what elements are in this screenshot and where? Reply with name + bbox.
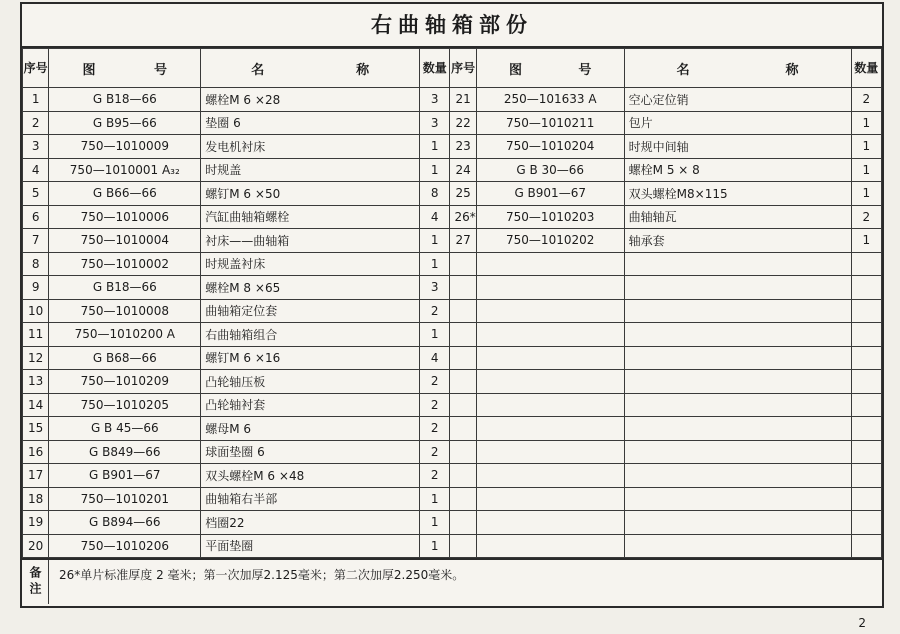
qty-cell: 8: [420, 182, 450, 206]
seq-cell: 7: [23, 229, 49, 253]
drawing-no-cell: 750—1010205: [49, 393, 201, 417]
table-row: [23, 229, 882, 253]
qty-cell: [851, 299, 881, 323]
drawing-no-cell: [476, 393, 624, 417]
qty-cell: 1: [420, 487, 450, 511]
name-cell: 时规盖: [201, 158, 420, 182]
seq-cell: [450, 464, 476, 488]
seq-cell: 24: [450, 158, 476, 182]
drawing-no-cell: G B68—66: [49, 346, 201, 370]
name-cell: [624, 534, 851, 558]
drawing-no-cell: [476, 487, 624, 511]
qty-cell: [851, 370, 881, 394]
drawing-no-cell: 750—1010008: [49, 299, 201, 323]
name-cell: 右曲轴箱组合: [201, 323, 420, 347]
qty-cell: 2: [420, 417, 450, 441]
drawing-no-cell: 750—1010004: [49, 229, 201, 253]
seq-cell: 19: [23, 511, 49, 535]
name-cell: 螺栓M 8 ×65: [201, 276, 420, 300]
drawing-no-cell: G B95—66: [49, 111, 201, 135]
drawing-no-cell: G B 45—66: [49, 417, 201, 441]
name-cell: 发电机衬床: [201, 135, 420, 159]
drawing-no-cell: 750—1010202: [476, 229, 624, 253]
qty-cell: [851, 393, 881, 417]
qty-cell: 1: [420, 229, 450, 253]
drawing-no-cell: 750—1010200 A: [49, 323, 201, 347]
parts-table: [22, 48, 882, 558]
remark-label: 备注: [22, 560, 49, 604]
name-cell: 时规中间轴: [624, 135, 851, 159]
seq-cell: 16: [23, 440, 49, 464]
table-row: [23, 417, 882, 441]
drawing-no-cell: 750—1010206: [49, 534, 201, 558]
seq-cell: 12: [23, 346, 49, 370]
name-cell: 轴承套: [624, 229, 851, 253]
table-row: [23, 323, 882, 347]
qty-cell: [851, 534, 881, 558]
header-seq: 序号: [450, 49, 476, 88]
seq-cell: 20: [23, 534, 49, 558]
table-row: [23, 182, 882, 206]
seq-cell: 5: [23, 182, 49, 206]
seq-cell: 8: [23, 252, 49, 276]
drawing-no-cell: 750—1010203: [476, 205, 624, 229]
remark-text: 26*单片标准厚度 2 毫米；第一次加厚2.125毫米；第二次加厚2.250毫米。: [59, 568, 465, 582]
qty-cell: [851, 464, 881, 488]
name-cell: 凸轮轴衬套: [201, 393, 420, 417]
qty-cell: 1: [420, 158, 450, 182]
drawing-no-cell: [476, 323, 624, 347]
seq-cell: [450, 511, 476, 535]
qty-cell: 4: [420, 205, 450, 229]
table-row: [23, 511, 882, 535]
name-cell: 汽缸曲轴箱螺栓: [201, 205, 420, 229]
qty-cell: 1: [851, 158, 881, 182]
qty-cell: 2: [420, 370, 450, 394]
qty-cell: 1: [420, 323, 450, 347]
seq-cell: 1: [23, 88, 49, 112]
qty-cell: [851, 323, 881, 347]
seq-cell: 13: [23, 370, 49, 394]
header-qty: 数量: [851, 49, 881, 88]
drawing-no-cell: 250—101633 A: [476, 88, 624, 112]
name-cell: 双头螺栓M 6 ×48: [201, 464, 420, 488]
seq-cell: [450, 276, 476, 300]
drawing-no-cell: [476, 370, 624, 394]
table-row: [23, 299, 882, 323]
table-row: [23, 276, 882, 300]
qty-cell: 1: [851, 182, 881, 206]
drawing-no-cell: G B894—66: [49, 511, 201, 535]
qty-cell: 1: [420, 511, 450, 535]
seq-cell: 14: [23, 393, 49, 417]
qty-cell: 3: [420, 88, 450, 112]
name-cell: 球面垫圈 6: [201, 440, 420, 464]
table-row: [23, 487, 882, 511]
header-seq: 序号: [23, 49, 49, 88]
seq-cell: 15: [23, 417, 49, 441]
qty-cell: 1: [851, 135, 881, 159]
qty-cell: 2: [420, 440, 450, 464]
drawing-no-cell: [476, 417, 624, 441]
seq-cell: 25: [450, 182, 476, 206]
seq-cell: 10: [23, 299, 49, 323]
seq-cell: [450, 252, 476, 276]
qty-cell: 1: [420, 135, 450, 159]
name-cell: [624, 346, 851, 370]
seq-cell: 23: [450, 135, 476, 159]
qty-cell: 1: [851, 111, 881, 135]
qty-cell: [851, 252, 881, 276]
table-row: [23, 464, 882, 488]
seq-cell: [450, 346, 476, 370]
name-cell: 螺栓M 6 ×28: [201, 88, 420, 112]
drawing-no-cell: 750—1010009: [49, 135, 201, 159]
drawing-no-cell: 750—1010204: [476, 135, 624, 159]
parts-list-sheet: [20, 2, 884, 608]
qty-cell: 1: [851, 229, 881, 253]
name-cell: 时规盖衬床: [201, 252, 420, 276]
qty-cell: 1: [420, 534, 450, 558]
qty-cell: [851, 346, 881, 370]
drawing-no-cell: [476, 534, 624, 558]
drawing-no-cell: G B18—66: [49, 88, 201, 112]
seq-cell: [450, 393, 476, 417]
name-cell: 螺母M 6: [201, 417, 420, 441]
seq-cell: 17: [23, 464, 49, 488]
qty-cell: 2: [420, 393, 450, 417]
drawing-no-cell: [476, 346, 624, 370]
qty-cell: 3: [420, 276, 450, 300]
name-cell: [624, 252, 851, 276]
seq-cell: [450, 440, 476, 464]
seq-cell: 2: [23, 111, 49, 135]
seq-cell: 3: [23, 135, 49, 159]
seq-cell: [450, 417, 476, 441]
drawing-no-cell: 750—1010201: [49, 487, 201, 511]
drawing-no-cell: 750—1010209: [49, 370, 201, 394]
name-cell: [624, 370, 851, 394]
seq-cell: 22: [450, 111, 476, 135]
drawing-no-cell: 750—1010002: [49, 252, 201, 276]
drawing-no-cell: G B66—66: [49, 182, 201, 206]
name-cell: [624, 299, 851, 323]
table-row: [23, 135, 882, 159]
seq-cell: [450, 534, 476, 558]
seq-cell: 4: [23, 158, 49, 182]
drawing-no-cell: G B849—66: [49, 440, 201, 464]
seq-cell: [450, 487, 476, 511]
qty-cell: 1: [420, 252, 450, 276]
table-row: [23, 393, 882, 417]
header-row: [23, 49, 882, 88]
drawing-no-cell: 750—1010006: [49, 205, 201, 229]
drawing-no-cell: G B 30—66: [476, 158, 624, 182]
drawing-no-cell: [476, 464, 624, 488]
name-cell: 空心定位销: [624, 88, 851, 112]
drawing-no-cell: [476, 252, 624, 276]
qty-cell: [851, 417, 881, 441]
name-cell: [624, 393, 851, 417]
seq-cell: 26*: [450, 205, 476, 229]
name-cell: [624, 417, 851, 441]
table-row: [23, 111, 882, 135]
qty-cell: 2: [420, 299, 450, 323]
qty-cell: [851, 487, 881, 511]
name-cell: [624, 276, 851, 300]
drawing-no-cell: [476, 299, 624, 323]
name-cell: 双头螺栓M8×115: [624, 182, 851, 206]
seq-cell: 21: [450, 88, 476, 112]
header-name: 名 称: [201, 49, 420, 88]
drawing-no-cell: G B18—66: [49, 276, 201, 300]
table-row: [23, 534, 882, 558]
drawing-no-cell: [476, 511, 624, 535]
seq-cell: [450, 370, 476, 394]
drawing-no-cell: 750—1010211: [476, 111, 624, 135]
remark-section: [22, 558, 882, 604]
table-row: [23, 252, 882, 276]
header-drawing-no: 图 号: [49, 49, 201, 88]
seq-cell: [450, 323, 476, 347]
qty-cell: [851, 440, 881, 464]
name-cell: [624, 487, 851, 511]
seq-cell: 18: [23, 487, 49, 511]
name-cell: [624, 464, 851, 488]
table-row: [23, 346, 882, 370]
table-row: [23, 440, 882, 464]
qty-cell: 2: [420, 464, 450, 488]
name-cell: 平面垫圈: [201, 534, 420, 558]
name-cell: [624, 323, 851, 347]
drawing-no-cell: 750—1010001 A₃₂: [49, 158, 201, 182]
name-cell: 包片: [624, 111, 851, 135]
seq-cell: 9: [23, 276, 49, 300]
name-cell: 曲轴箱定位套: [201, 299, 420, 323]
name-cell: 螺栓M 5 × 8: [624, 158, 851, 182]
seq-cell: 11: [23, 323, 49, 347]
name-cell: 档圈22: [201, 511, 420, 535]
header-qty: 数量: [420, 49, 450, 88]
seq-cell: 6: [23, 205, 49, 229]
name-cell: 曲轴轴瓦: [624, 205, 851, 229]
qty-cell: 2: [851, 205, 881, 229]
drawing-no-cell: [476, 276, 624, 300]
seq-cell: 27: [450, 229, 476, 253]
header-drawing-no: 图 号: [476, 49, 624, 88]
seq-cell: [450, 299, 476, 323]
page-number: 2: [858, 616, 866, 630]
qty-cell: 2: [851, 88, 881, 112]
name-cell: 曲轴箱右半部: [201, 487, 420, 511]
name-cell: 凸轮轴压板: [201, 370, 420, 394]
name-cell: [624, 440, 851, 464]
table-row: [23, 205, 882, 229]
name-cell: 垫圈 6: [201, 111, 420, 135]
qty-cell: 3: [420, 111, 450, 135]
qty-cell: [851, 511, 881, 535]
table-row: [23, 370, 882, 394]
qty-cell: [851, 276, 881, 300]
name-cell: [624, 511, 851, 535]
name-cell: 螺钉M 6 ×50: [201, 182, 420, 206]
drawing-no-cell: G B901—67: [49, 464, 201, 488]
table-row: [23, 158, 882, 182]
drawing-no-cell: [476, 440, 624, 464]
name-cell: 衬床——曲轴箱: [201, 229, 420, 253]
table-row: [23, 88, 882, 112]
page-title: 右曲轴箱部份: [22, 4, 882, 48]
drawing-no-cell: G B901—67: [476, 182, 624, 206]
qty-cell: 4: [420, 346, 450, 370]
name-cell: 螺钉M 6 ×16: [201, 346, 420, 370]
header-name: 名 称: [624, 49, 851, 88]
